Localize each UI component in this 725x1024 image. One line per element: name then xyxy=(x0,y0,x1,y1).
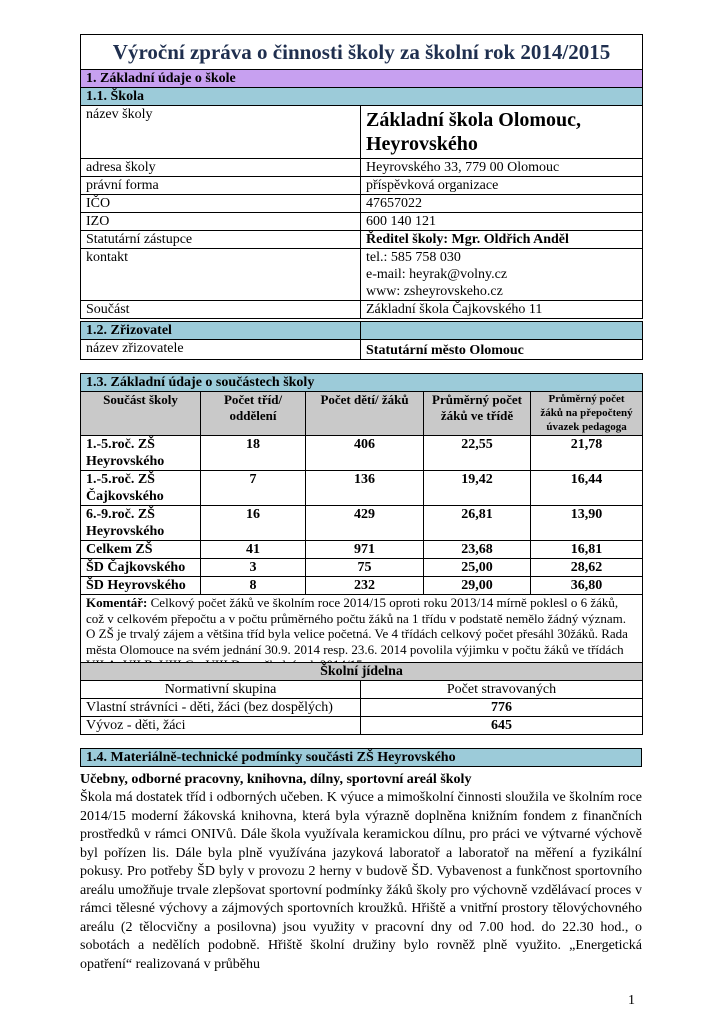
value-address: Heyrovského 33, 779 00 Olomouc xyxy=(361,159,643,177)
section-heading-1-2-blank xyxy=(361,322,643,340)
founder-table xyxy=(80,321,643,360)
row-classes: 18 xyxy=(201,436,306,471)
value-legal-form: příspěvková organizace xyxy=(361,177,643,195)
label-contact: kontakt xyxy=(81,249,361,301)
label-part: Součást xyxy=(81,301,361,319)
row-avg-teacher: 16,44 xyxy=(531,471,643,506)
value-school-name: Základní škola Olomouc, Heyrovského xyxy=(361,106,643,159)
section-heading-1-3: 1.3. Základní údaje o součástech školy xyxy=(81,374,643,392)
row-avg-teacher: 36,80 xyxy=(531,577,643,595)
row-classes: 41 xyxy=(201,541,306,559)
row-classes: 3 xyxy=(201,559,306,577)
label-statutory: Statutární zástupce xyxy=(81,231,361,249)
section-heading-1-1: 1.1. Škola xyxy=(81,88,643,106)
row-avg-teacher: 13,90 xyxy=(531,506,643,541)
row-pupils: 136 xyxy=(306,471,424,506)
row-avg-teacher: 28,62 xyxy=(531,559,643,577)
canteen-header-count: Počet stravovaných xyxy=(361,681,643,699)
row-avg-teacher: 16,81 xyxy=(531,541,643,559)
comment-text: Celkový počet žáků ve školním roce 2014/15 oproti roku 2013/14 mírně poklesl o 6 žáků, což v celkovém přepočtu a v počtu průměrného počtu žáků na 1 třídu v podstatě nemělo žádný význam. O ZŠ je trvalý zájem a většina tříd byla velice početná. Ve 4 třídách celkový počet přesáhl 30žáků. Rada města Olomouce na svém jednání 30.9. 2014 resp. 23.6. 2014 povolila výjimku v počtu žáků ve třídách xyxy=(86,595,628,657)
value-contact xyxy=(361,249,643,301)
value-statutory: Ředitel školy: Mgr. Oldřich Anděl xyxy=(361,231,643,249)
row-pupils: 971 xyxy=(306,541,424,559)
table-row xyxy=(81,471,643,506)
row-avg-class: 25,00 xyxy=(424,559,531,577)
section-heading-1-4: 1.4. Materiálně-technické podmínky součásti ZŠ Heyrovského xyxy=(81,749,642,767)
row-part-name: ŠD Čajkovského xyxy=(81,559,201,577)
section-1-4-paragraph: Škola má dostatek tříd i odborných učeben. K výuce a mimoškolní činnosti sloužila ve školním roce 2014/15 moderní žákovská knihovna, která byla výrazně doplněna knižním fondem z finančních prostředků v rámci ONIVů. Dále škola využívala keramickou dílnu, pro práci ve výtvarné výchově byl pořízen lis. Dále byla plně využívána jazyková laboratoř a laboratoř na měření a fyzikální pokusy. Pro potřeby ŠD byly v provozu 2 herny v budově ŠD. Vybavenost a funkčnost sportovního areálu umožňuje trvale zlepšovat sportovní podmínky žáků školy pro výchovně vzdělávací proces v rámci tělesné výchovy a zájmových sportovních kroužků. Hřiště a vnitřní prostory tělovýchovného areálu (2 tělocvičny a posilovna) jsou využity v pracovní dny od 7.00 hod. do 22.30 hod., o sobotách a nedělích podobně. Hřiště školní družiny bylo rovněž plně využito. „Energetická opatření“ realizovaná v průběhu xyxy=(80,790,642,972)
row-avg-class: 29,00 xyxy=(424,577,531,595)
row-part-name: Celkem ZŠ xyxy=(81,541,201,559)
col-header-pupils: Počet dětí/ žáků xyxy=(306,392,424,436)
contact-phone: tel.: 585 758 030 xyxy=(366,250,461,265)
row-part-name: ŠD Heyrovského xyxy=(81,577,201,595)
row-classes: 16 xyxy=(201,506,306,541)
table-row xyxy=(81,506,643,541)
col-header-avg-class: Průměrný počet žáků ve třídě xyxy=(424,392,531,436)
row-avg-class: 22,55 xyxy=(424,436,531,471)
col-header-part: Součást školy xyxy=(81,392,201,436)
table-row xyxy=(81,577,643,595)
section-1-4-subheading: Učebny, odborné pracovny, knihovna, dílny, sportovní areál školy xyxy=(80,772,472,787)
row-avg-class: 26,81 xyxy=(424,506,531,541)
comment-label: Komentář: xyxy=(86,595,148,610)
canteen-title: Školní jídelna xyxy=(81,663,643,681)
page-number: 1 xyxy=(628,993,635,1008)
row-pupils: 75 xyxy=(306,559,424,577)
value-part: Základní škola Čajkovského 11 xyxy=(361,301,643,319)
canteen-table xyxy=(80,662,643,735)
canteen-header-group: Normativní skupina xyxy=(81,681,361,699)
table-row xyxy=(81,717,643,735)
row-pupils: 429 xyxy=(306,506,424,541)
section-heading-1: 1. Základní údaje o škole xyxy=(81,70,643,88)
label-school-name: název školy xyxy=(81,106,361,159)
label-legal-form: právní forma xyxy=(81,177,361,195)
row-pupils: 406 xyxy=(306,436,424,471)
contact-web: www: zsheyrovskeho.cz xyxy=(366,284,503,299)
canteen-count: 645 xyxy=(361,717,643,735)
section-1-4-table xyxy=(80,748,642,767)
value-founder: Statutární město Olomouc xyxy=(361,340,643,360)
value-ico: 47657022 xyxy=(361,195,643,213)
value-izo: 600 140 121 xyxy=(361,213,643,231)
col-header-classes: Počet tříd/ oddělení xyxy=(201,392,306,436)
label-izo: IZO xyxy=(81,213,361,231)
row-avg-class: 19,42 xyxy=(424,471,531,506)
section-1-4-body xyxy=(80,770,642,974)
label-address: adresa školy xyxy=(81,159,361,177)
school-info-table xyxy=(80,34,643,319)
table-row xyxy=(81,436,643,471)
row-part-name: 6.-9.roč. ZŠ Heyrovského xyxy=(81,506,201,541)
canteen-group: Vlastní strávníci - děti, žáci (bez dospělých) xyxy=(81,699,361,717)
contact-email: e-mail: heyrak@volny.cz xyxy=(366,267,508,282)
section-heading-1-2: 1.2. Zřizovatel xyxy=(81,322,361,340)
table-row xyxy=(81,559,643,577)
label-ico: IČO xyxy=(81,195,361,213)
row-part-name: 1.-5.roč. ZŠ Čajkovského xyxy=(81,471,201,506)
row-classes: 7 xyxy=(201,471,306,506)
document-title: Výroční zpráva o činnosti školy za školní rok 2014/2015 xyxy=(81,35,643,70)
row-classes: 8 xyxy=(201,577,306,595)
canteen-group: Vývoz - děti, žáci xyxy=(81,717,361,735)
table-row xyxy=(81,541,643,559)
table-row xyxy=(81,699,643,717)
row-part-name: 1.-5.roč. ZŠ Heyrovského xyxy=(81,436,201,471)
canteen-count: 776 xyxy=(361,699,643,717)
label-founder: název zřizovatele xyxy=(81,340,361,360)
row-avg-class: 23,68 xyxy=(424,541,531,559)
school-parts-table xyxy=(80,373,643,674)
col-header-avg-teacher: Průměrný počet žáků na přepočtený úvazek pedagoga xyxy=(531,392,643,436)
row-pupils: 232 xyxy=(306,577,424,595)
row-avg-teacher: 21,78 xyxy=(531,436,643,471)
